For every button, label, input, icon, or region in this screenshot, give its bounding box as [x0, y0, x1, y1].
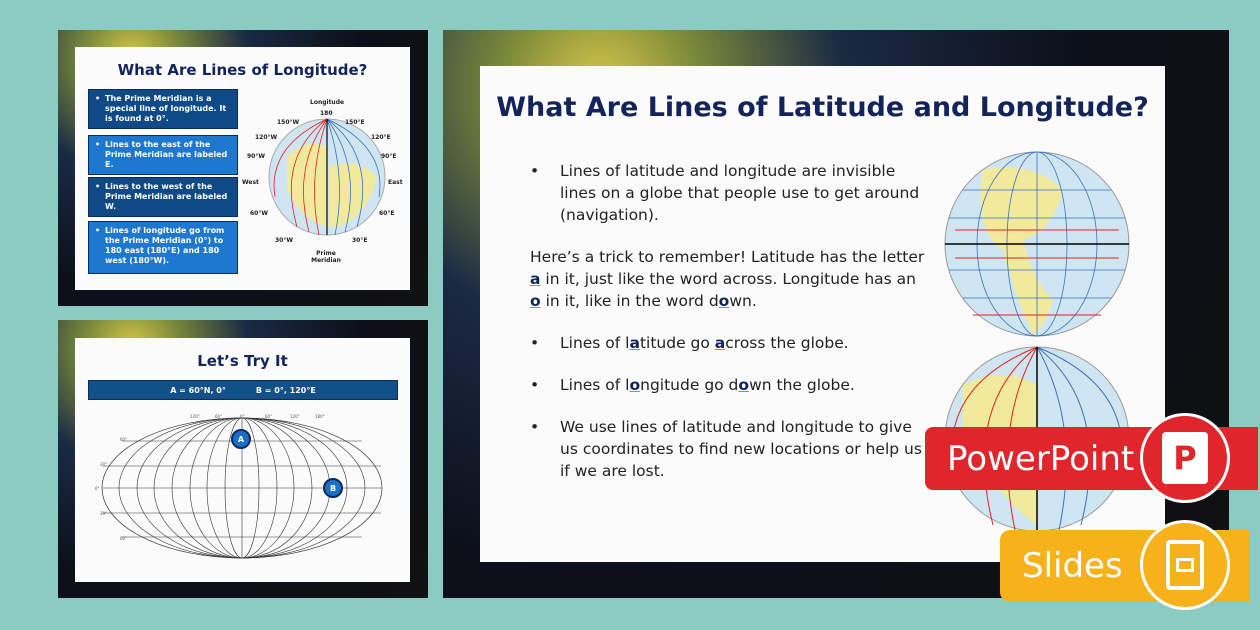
longitude-globe	[267, 117, 387, 237]
text: Lines of l	[560, 334, 630, 352]
slide-title: What Are Lines of Longitude?	[117, 61, 368, 79]
highlight: a	[629, 334, 640, 352]
text: Here’s a trick to remember! Latitude has the letter	[530, 248, 925, 266]
map-tick: 120°	[190, 414, 200, 419]
highlight: a	[714, 334, 726, 352]
map-tick: 30°	[100, 511, 108, 516]
globe-label: West	[242, 179, 259, 186]
slide-card	[75, 47, 410, 290]
highlight: o	[738, 376, 750, 394]
bullet-text: • Lines of latitude and longitude are invisible lines on a globe that people use to get around (navigation).	[530, 160, 930, 226]
text: wn.	[729, 292, 757, 310]
slide-thumbnail-1[interactable]	[58, 30, 428, 306]
powerpoint-label: PowerPoint	[947, 438, 1135, 479]
globe-label: 30°E	[352, 237, 368, 244]
highlight: o	[530, 292, 541, 310]
map-marker-a: A	[231, 429, 251, 449]
globe-label: East	[388, 179, 403, 186]
text: Lines of l	[560, 376, 630, 394]
globe-label: 90°W	[247, 153, 265, 160]
map-tick: 0°	[240, 414, 245, 419]
slide-title: Let’s Try It	[197, 352, 288, 370]
highlight: a	[530, 270, 541, 288]
map-tick: 60°	[120, 536, 128, 541]
globe-label: Prime Meridian	[311, 250, 341, 264]
bullet-text	[530, 374, 930, 396]
slide-card	[75, 338, 410, 582]
coordinate-b: B = 0°, 120°E	[255, 385, 316, 395]
slide-thumbnail-2[interactable]	[58, 320, 428, 598]
map-marker-b: B	[323, 478, 343, 498]
bullet-box: • Lines to the east of the Prime Meridian are labeled E.	[88, 135, 238, 175]
globe-label: 90°E	[381, 153, 397, 160]
map-tick: 0°	[95, 486, 100, 491]
slide-title: What Are Lines of Latitude and Longitude?	[496, 92, 1149, 123]
trick-paragraph	[530, 246, 930, 312]
bullet-text	[530, 332, 930, 354]
text: wn the globe.	[749, 376, 855, 394]
globe-label: 30°W	[275, 237, 293, 244]
bullet-text: • We use lines of latitude and longitude to give us coordinates to find new locations or help us if we are lost.	[530, 416, 930, 482]
text: cross the globe.	[725, 334, 849, 352]
globe-label: 150°W	[277, 119, 300, 126]
map-tick: 60°	[120, 437, 128, 442]
text: in it, just like the word across. Longitude has an	[540, 270, 916, 288]
bullet-box: • Lines to the west of the Prime Meridian are labeled W.	[88, 177, 238, 217]
globe-label: Longitude	[310, 99, 345, 106]
text: ngitude go d	[640, 376, 739, 394]
bullet-box: • Lines of longitude go from the Prime Meridian (0°) to 180 east (180°E) and 180 west (180°W).	[88, 221, 238, 274]
map-tick: 180°	[315, 414, 325, 419]
highlight: o	[718, 292, 730, 310]
globe-label: 60°E	[379, 210, 395, 217]
map-tick: 120°	[290, 414, 300, 419]
globe-label: 60°W	[250, 210, 268, 217]
bullet-box: • The Prime Meridian is a special line of longitude. It is found at 0°.	[88, 89, 238, 129]
globe-label: 120°E	[371, 134, 391, 141]
slides-label: Slides	[1022, 546, 1123, 586]
coordinate-a: A = 60°N, 0°	[170, 385, 226, 395]
google-slides-icon	[1140, 520, 1230, 610]
map-tick: 60°	[265, 414, 273, 419]
coordinates-bar	[88, 380, 398, 400]
latitude-globe	[943, 150, 1131, 338]
globe-label: 180	[320, 110, 333, 117]
text: titude go	[639, 334, 715, 352]
slide-body	[530, 160, 930, 502]
map-tick: 30°	[100, 462, 108, 467]
globe-label: 150°E	[345, 119, 365, 126]
text: in it, like in the word d	[540, 292, 719, 310]
map-tick: 60°	[215, 414, 223, 419]
globe-label: 120°W	[255, 134, 278, 141]
powerpoint-icon: P	[1140, 413, 1230, 503]
highlight: o	[629, 376, 641, 394]
